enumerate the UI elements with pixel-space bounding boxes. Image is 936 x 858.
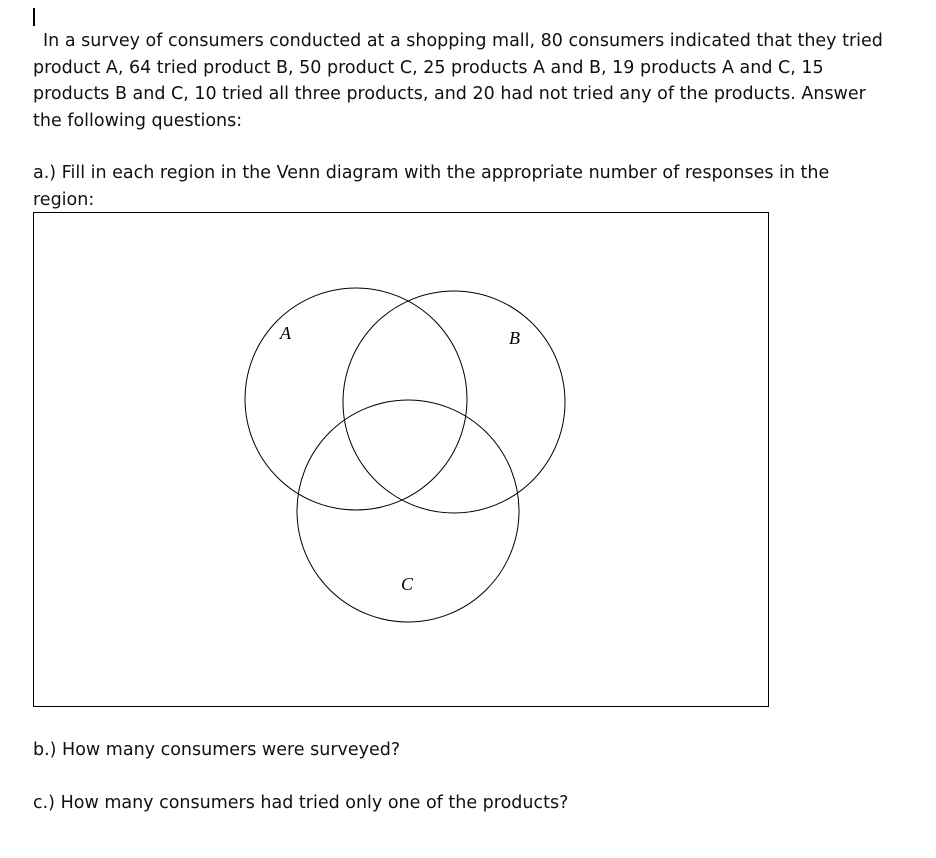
text-cursor: [33, 8, 35, 26]
venn-diagram-frame: [33, 212, 769, 707]
label-b: B: [509, 328, 520, 348]
part-a-line-1: a.) Fill in each region in the Venn diagram with the appropriate number of responses in the: [33, 163, 830, 183]
part-a-line-2: region:: [33, 189, 95, 210]
problem-line-1: In a survey of consumers conducted at a shopping mall, 80 consumers indicated that they tried: [43, 31, 883, 51]
part-c-question: c.) How many consumers had tried only one of the products?: [33, 793, 569, 813]
venn-diagram: [34, 213, 770, 708]
circle-b: [343, 291, 565, 513]
label-a: A: [280, 323, 291, 343]
problem-line-3: products B and C, 10 tried all three products, and 20 had not tried any of the products. Answer: [33, 84, 866, 104]
problem-line-4: the following questions:: [33, 110, 243, 131]
part-b-question: b.) How many consumers were surveyed?: [33, 740, 401, 760]
problem-statement: [33, 28, 883, 134]
part-a-question: [33, 160, 829, 213]
label-c: C: [401, 574, 414, 594]
circle-a: [245, 288, 467, 510]
problem-line-2: product A, 64 tried product B, 50 product C, 25 products A and B, 19 products A and C, 15: [33, 57, 824, 78]
